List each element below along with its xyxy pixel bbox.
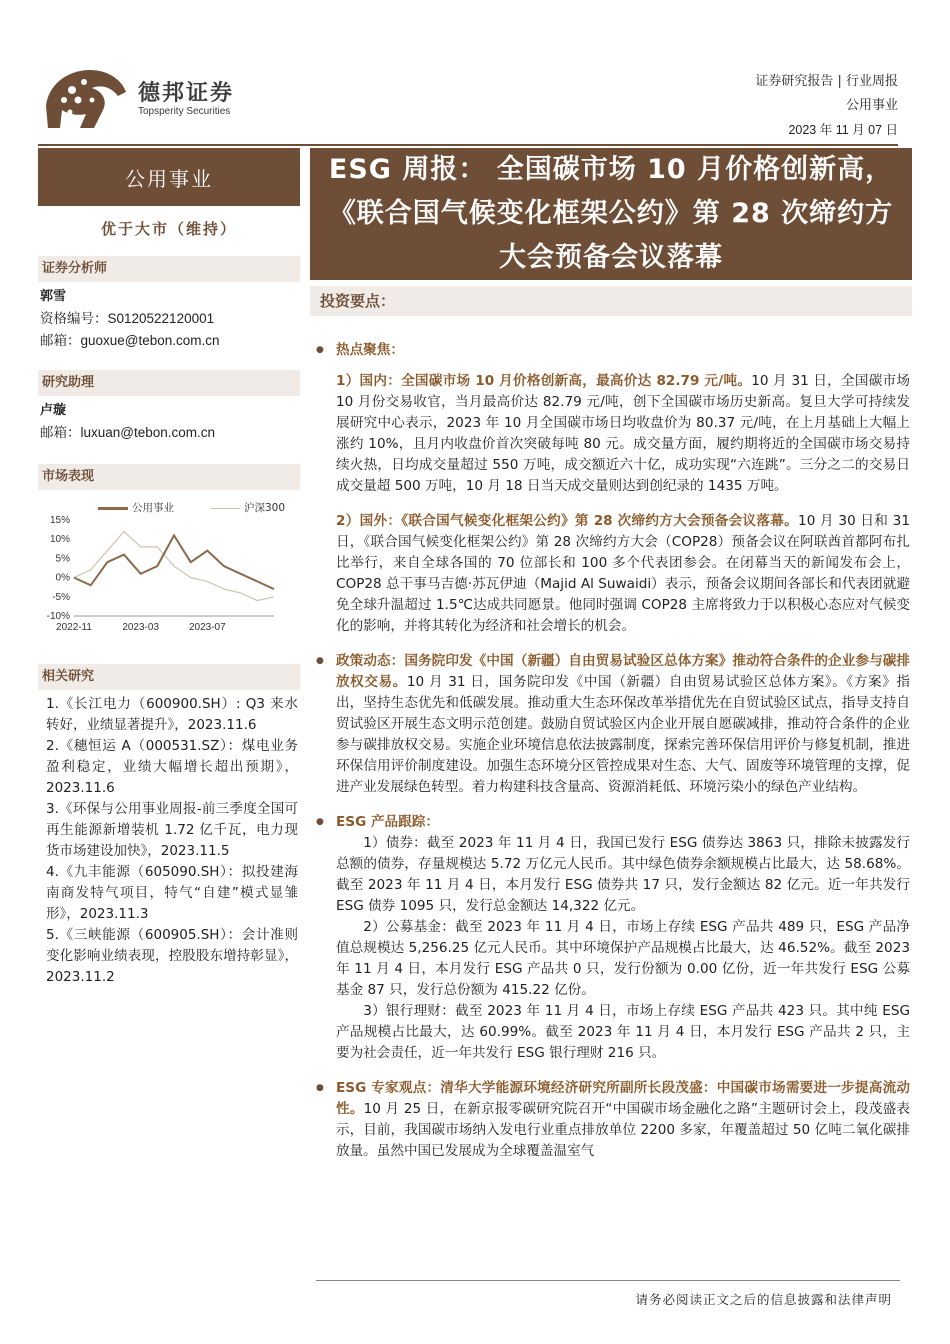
expert-paragraph	[316, 1078, 910, 1162]
hot-focus-label: 热点聚焦：	[336, 342, 404, 358]
header-divider	[38, 144, 898, 146]
legend-label-0: 公用事业	[132, 502, 174, 514]
esg-bonds-text: 1）债券：截至 2023 年 11 月 4 日，我国已发行 ESG 债券达 3863 只，排除未披露发行总额的债券，存量规模达 5.72 万亿元人民币。其中绿色债券余额规模占比最大，达 58.68%。截至 2023 年 11 月 4 日，本月发行 ESG 债券共 17 只，发行金额达 82 亿元。近一年共发行 ESG 债券 1095 只，发行总金额达 14,322 亿元。	[336, 835, 910, 914]
related-item[interactable]: 4.《九丰能源（605090.SH）：拟投建海南商发特气项目，特气“自建”模式显雏形》，2023.11.3	[46, 864, 298, 922]
assistant-info	[40, 400, 215, 444]
y-tick-label: -5%	[52, 591, 70, 603]
leopard-logo-icon	[42, 66, 130, 132]
legend-swatch-1	[210, 508, 240, 509]
chart-svg	[38, 494, 300, 644]
esg-wealth-text: 3）银行理财：截至 2023 年 11 月 4 日，市场上存续 ESG 产品共 423 只。其中纯 ESG 产品规模占比最大，达 60.99%。截至 2023 年 11 月 4 日，本月发行 ESG 产品共 2 只，主要为社会责任，近一年共发行 ESG 银行理财 216 只。	[336, 1003, 910, 1061]
report-industry: 公用事业	[845, 98, 898, 113]
analyst-section-header: 证券分析师	[38, 256, 300, 282]
related-item[interactable]: 5.《三峡能源（600905.SH）：会计准则变化影响业绩表现，控股股东增持彰显》，2023.11.2	[46, 927, 298, 985]
y-tick-label: 10%	[49, 534, 70, 546]
esg-product-heading	[316, 812, 910, 833]
domestic-text: 10 月 31 日，全国碳市场 10 月份交易收官，当月最高价达 82.79 元/吨，创下全国碳市场历史新高。复旦大学可持续发展研究中心表示，2023 年 10 月全国碳市场日均收盘价为 80.37 元/吨，在上月基础上大幅上涨约 10%，且月内收盘价首次突破每吨 80 元。成交量方面，履约期将近的全国碳市场交易持续火热，日均成交量超过 550 万吨，成交额近六十亿，成功实现“六连跳”。三分之二的交易日成交量超 500 万吨，10 月 18 日当天成交量则达到创纪录的 1435 万吨。	[336, 373, 910, 494]
legend-item-1	[210, 500, 285, 515]
esg-product-label: ESG 产品跟踪：	[336, 814, 439, 830]
analyst-name: 郭雪	[40, 289, 67, 304]
y-tick-label: 15%	[49, 515, 70, 526]
report-type: 证券研究报告 | 行业周报	[755, 74, 898, 89]
analyst-cert: 资格编号：S0120522120001	[40, 311, 215, 326]
report-title: ESG 周报： 全国碳市场 10 月价格创新高，《联合国气候变化框架公约》第 28 次缔约方大会预备会议落幕	[310, 148, 912, 280]
expert-heading: ESG 专家观点：清华大学能源环境经济研究所副所长段茂盛：中国碳市场需要进一步提高流动性。	[336, 1080, 910, 1117]
logo-text-en: Topsperity Securities	[138, 106, 231, 117]
hot-focus-heading	[316, 340, 910, 361]
intl-paragraph	[316, 511, 910, 637]
market-performance-chart	[38, 494, 300, 644]
market-section-header: 市场表现	[38, 464, 300, 490]
related-item[interactable]: 1.《长江电力（600900.SH）: Q3 来水转好，业绩显著提升》，2023.11.6	[46, 696, 298, 733]
y-tick-label: 5%	[55, 553, 70, 565]
domestic-paragraph	[316, 371, 910, 497]
y-tick-label: 0%	[55, 572, 70, 584]
assistant-section-header: 研究助理	[38, 370, 300, 396]
expert-text: 10 月 25 日，在新京报零碳研究院召开“中国碳市场金融化之路”主题研讨会上，段茂盛表示，目前，我国碳市场纳入发电行业重点排放单位 2200 多家，年覆盖超过 50 亿吨二氧化碳排放量。虽然中国已发展成为全球覆盖温室气	[336, 1101, 911, 1159]
y-tick-label: -10%	[46, 611, 70, 622]
related-item[interactable]: 2.《穗恒运 A（000531.SZ）：煤电业务盈利稳定，业绩大幅增长超出预期》，2023.11.6	[46, 738, 298, 796]
company-logo	[42, 66, 242, 136]
assistant-name: 卢璇	[40, 403, 67, 418]
footer-divider	[316, 1280, 900, 1281]
report-body	[316, 330, 910, 1162]
related-section-header: 相关研究	[38, 664, 300, 690]
policy-heading: 政策动态：国务院印发《中国（新疆）自由贸易试验区总体方案》推动符合条件的企业参与碳排放权交易。	[336, 653, 910, 690]
assistant-email[interactable]: 邮箱：luxuan@tebon.com.cn	[40, 425, 216, 440]
sector-label: 公用事业	[38, 148, 300, 206]
domestic-heading: 1）国内：全国碳市场 10 月价格创新高，最高价达 82.79 元/吨。	[336, 373, 752, 389]
analyst-info	[40, 286, 220, 352]
legend-swatch-0	[98, 507, 128, 510]
report-meta	[755, 70, 898, 142]
footer-disclaimer[interactable]: 请务必阅读正文之后的信息披露和法律声明	[635, 1292, 892, 1307]
intl-text: 10 月 30 日和 31 日，《联合国气候变化框架公约》第 28 次缔约方大会（COP28）预备会议在阿联酋首都阿布扎比举行，来自全球各国的 70 位部长和 100 多个代表团参会。在闭幕当天的新闻发布会上，COP28 总干事马吉德·苏瓦伊迪（Majid Al Suwaidi）表示，预备会议期间各部长和代表团就避免全球升温超过 1.5℃达成共同愿景。他同时强调 COP28 主席将致力于以积极心态应对气候变化的影响，并将其转化为经济和社会增长的机会。	[336, 513, 910, 634]
esg-funds-text: 2）公募基金：截至 2023 年 11 月 4 日，市场上存续 ESG 产品共 489 只，ESG 产品净值总规模达 5,256.25 亿元人民币。其中环境保护产品规模占比最大，达 46.52%。截至 2023 年 11 月 4 日，本月发行 ESG 产品共 0 只，发行份额为 0.00 亿份，近一年共发行 ESG 公募基金 87 只，发行总份额为 415.22 亿份。	[336, 919, 910, 998]
intl-heading: 2）国外：《联合国气候变化框架公约》第 28 次缔约方大会预备会议落幕。	[336, 513, 799, 529]
x-tick-label: 2023-07	[188, 622, 226, 633]
logo-text-cn: 德邦证券	[138, 81, 235, 106]
legend-item-0	[98, 500, 174, 515]
related-item[interactable]: 3.《环保与公用事业周报-前三季度全国可再生能源新增装机 1.72 亿千瓦，电力现货市场建设加快》，2023.11.5	[46, 801, 298, 859]
legend-label-1: 沪深300	[244, 502, 286, 514]
rating-label: 优于大市（维持）	[100, 220, 237, 238]
policy-paragraph	[316, 651, 910, 798]
investment-points-header: 投资要点：	[310, 286, 912, 316]
report-date: 2023 年 11 月 07 日	[788, 123, 898, 137]
policy-text: 10 月 31 日，国务院印发《中国（新疆）自由贸易试验区总体方案》。《方案》指出，坚持生态优先和低碳发展。推动重大生态环保改革举措优先在自贸试验区试点，指导支持自贸试验区开展生态文明示范创建。鼓励自贸试验区内企业开展自愿碳减排，推动符合条件的企业参与碳排放权交易。实施企业环境信息依法披露制度，探索完善环保信用评价与修复机制，推进环保信用评价制度建设。加强生态环境分区管控成果对生态、大气、固废等环境管理的支撑，促进产业发展绿色转型。着力构建科技含量高、资源消耗低、环境污染小的绿色产业结构。	[336, 674, 910, 795]
related-research-list	[46, 694, 298, 988]
x-tick-label: 2023-03	[122, 622, 160, 633]
series-line-0	[74, 535, 274, 589]
x-tick-label: 2022-11	[56, 622, 92, 633]
analyst-email[interactable]: 邮箱：guoxue@tebon.com.cn	[40, 333, 220, 348]
